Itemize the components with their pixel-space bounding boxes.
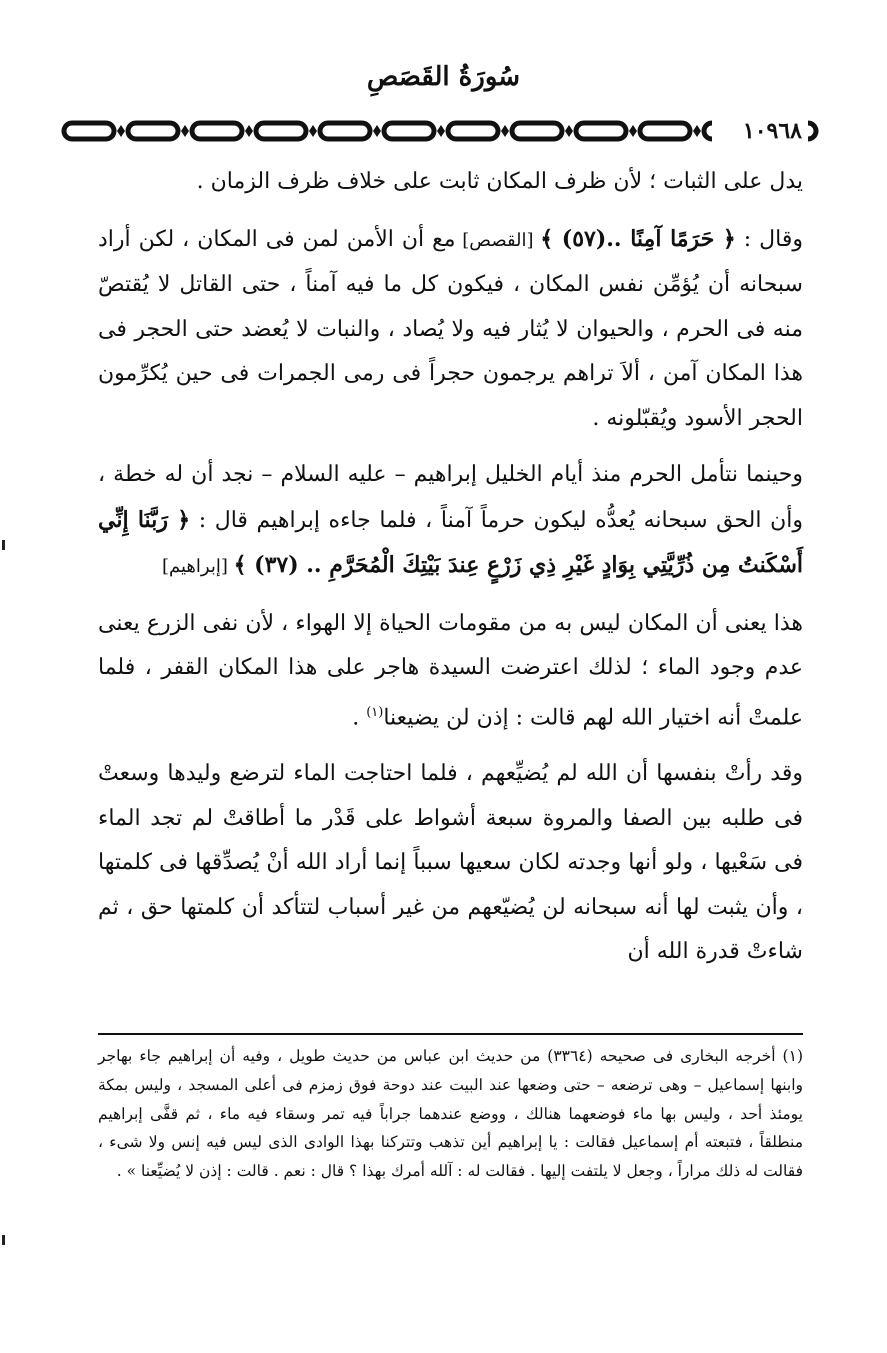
margin-mark — [2, 540, 5, 550]
paragraph-3-lead: وحينما نتأمل الحرم منذ أيام الخليل إبراهيم – عليه السلام – نجد أن له خطة ، وأن الحق سبحانه يُعدُّه ليكون حرماً آمناً ، فلما جاءه إبراهيم قال : — [98, 462, 803, 533]
footnote-1: (١) أخرجه البخارى فى صحيحه (٣٣٦٤) من حديث ابن عباس من حديث طويل ، وفيه أن إبراهيم جاء بهاجر وابنها إسماعيل – وهى ترضعه – حتى وضعها عند البيت عند دوحة فوق زمزم فى أعلى المسجد ، وليس بمكة يومئذ أحد ، وليس بها ماء فوضعهما هنالك ، ووضع عندهما جراباً فيه تمر وسقاء فيه ماء ، ثم قفَّى إبراهيم منطلقاً ، فتبعته أم إسماعيل فقالت : يا إبراهيم أين تذهب وتتركنا بهذا الوادى الذى ليس فيه إنس ولا شىء ، فقالت له ذلك مراراً ، وجعل لا يلتفت إليها . فقالت له : آلله أمرك بهذا ؟ قال : نعم . قالت : إذن لا يُضيِّعنا » . — [98, 1047, 803, 1181]
paragraph-1 — [98, 160, 803, 205]
paragraph-2-text: مع أن الأمن لمن فى المكان ، لكن أراد سبحانه أن يُؤمِّن نفس المكان ، فيكون كل ما فيه آمناً ، حتى القاتل لا يُقتصّ منه فى الحرم ، والحيوان لا يُثار فيه ولا يُصاد ، والنبات لا يُعضد حتى الحجر فى هذا المكان آمن ، ألاَ تراهم يرجمون حجراً فى رمى الجمرات فى حين يُكرِّمون الحجر الأسود ويُقبّلونه . — [98, 226, 803, 431]
ornamental-border — [60, 116, 820, 146]
paragraph-2 — [98, 217, 803, 442]
main-text — [98, 160, 803, 987]
quran-verse-1: ﴿ حَرَمًا آمِنًا ..(٥٧) ﴾ — [540, 225, 736, 252]
surah-title: سُورَةُ القَصَصِ — [366, 62, 521, 92]
surah-reference-2: [إبراهيم] — [161, 556, 234, 577]
paragraph-5-text: وقد رأتْ بنفسها أن الله لم يُضيِّعهم ، فلما احتاجت الماء لترضع وليدها وسعتْ فى طلبه بين الصفا والمروة سبعة أشواط على قَدْر ما أطاقتْ لم تجد الماء فى سَعْيها ، ولو أنها وجدته لكان سعيها سبباً إنما أراد الله أنْ يُصدِّقها فى كلمتها ، وأن يثبت لها أنه سبحانه لن يُضيّعهم من غير أسباب لتتأكد أن كلمتها حق ، ثم شاءتْ قدرة الله أن — [98, 761, 803, 965]
paragraph-5 — [98, 752, 803, 975]
quran-verse-2: ﴿ رَبَّنَا إِنِّي أَسْكَنتُ مِن ذُرِّيَّتِي بِوَادٍ غَيْرِ ذِي زَرْعٍ عِندَ بَيْتِكَ الْمُحَرَّمِ .. (٣٧) ﴾ — [98, 506, 803, 578]
page-number: ١٠٩٦٨ — [712, 116, 808, 146]
paragraph-1-text: يدل على الثبات ؛ لأن ظرف المكان ثابت على خلاف ظرف الزمان . — [196, 169, 803, 194]
footnote-marker: (١) — [366, 704, 384, 720]
surah-reference-1: [القصص] — [455, 229, 541, 251]
paragraph-4-end: . — [352, 704, 367, 730]
paragraph-2-lead: وقال : — [735, 226, 803, 252]
footnotes — [98, 1042, 803, 1186]
paragraph-3 — [98, 453, 803, 590]
paragraph-4-text: هذا يعنى أن المكان ليس به من مقومات الحياة إلا الهواء ، لأن نفى الزرع يعنى عدم وجود الماء ؛ لذلك اعترضت السيدة هاجر على هذا المكان القفر ، فلما علمتْ أنه اختيار الله لهم قالت : إذن لن يضيعنا — [98, 610, 803, 730]
footnote-divider — [98, 1033, 803, 1035]
paragraph-4 — [98, 602, 803, 741]
margin-mark — [2, 1235, 5, 1245]
